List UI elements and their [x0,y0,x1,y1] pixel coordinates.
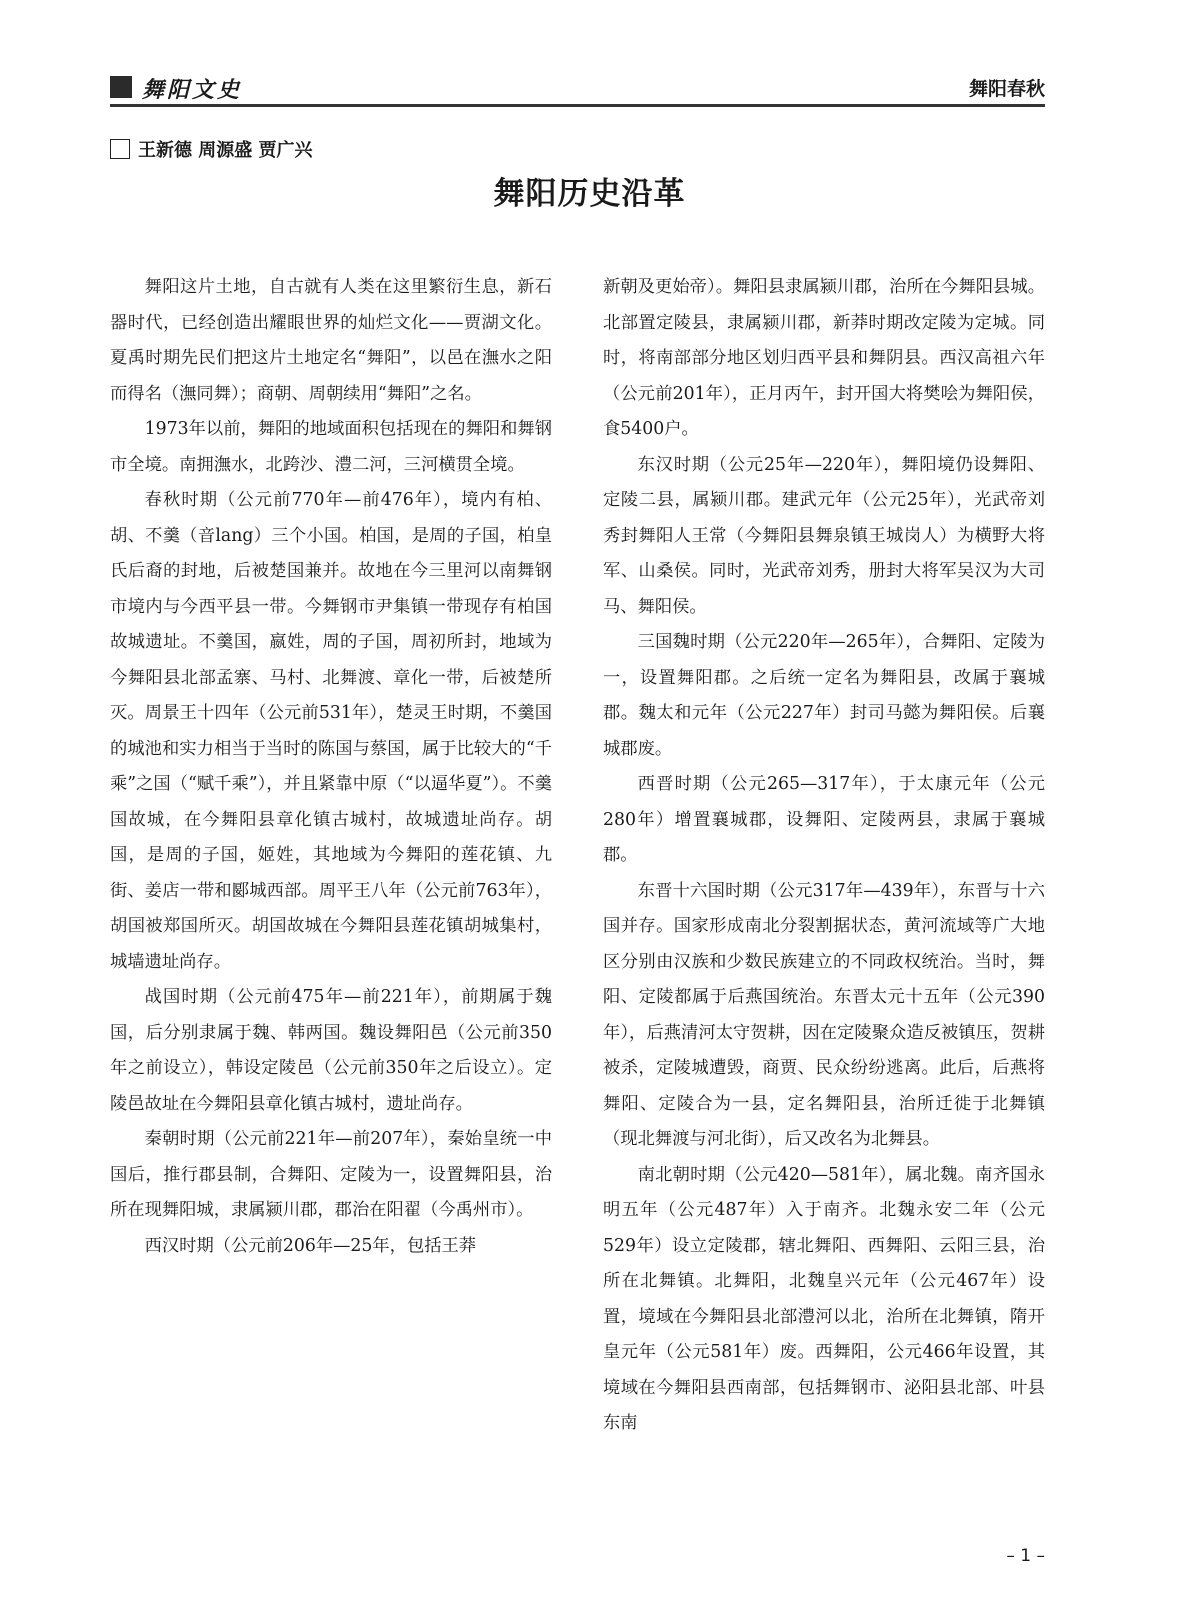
paragraph: 舞阳这片土地，自古就有人类在这里繁衍生息，新石器时代，已经创造出耀眼世界的灿烂文化——贾湖文化。夏禹时期先民们把这片土地定名“舞阳”，以邑在潕水之阳而得名（潕同舞）；商朝、周朝续用“舞阳”之名。 [110,277,552,404]
paragraph: 秦朝时期（公元前221年—前207年），秦始皇统一中国后，推行郡县制，合舞阳、定陵为一，设置舞阳县，治所在现舞阳城，隶属颍川郡，郡治在阳翟（今禹州市）。 [110,1129,552,1220]
authors: 王新德 周源盛 贾广兴 [138,140,313,161]
paragraph: 西汉时期（公元前206年—25年，包括王莽 [144,1235,477,1256]
paragraph: 东晋十六国时期（公元317年—439年），东晋与十六国并存。国家形成南北分裂割据状态，黄河流域等广大地区分别由汉族和少数民族建立的不同政权统治。当时，舞阳、定陵都属于后燕国统治。东晋太元十五年（公元390年），后燕清河太守贺耕，因在定陵聚众造反被镇压，贺耕被杀，定陵城遭毁，商贾、民众纷纷逃离。此后，后燕将舞阳、定陵合为一县，定名舞阳县，治所迁徙于北舞镇（现北舞渡与河北街），后又改名为北舞县。 [603,880,1045,1149]
paragraph: 南北朝时期（公元420—581年），属北魏。南齐国永明五年（公元487年）入于南齐。北魏永安二年（公元529年）设立定陵郡，辖北舞阳、西舞阳、云阳三县，治所在北舞镇。北舞阳，北魏皇兴元年（公元467年）设置，境域在今舞阳县北部澧河以北，治所在北舞镇，隋开皇元年（公元581年）废。西舞阳，公元466年设置，其境域在今舞阳县西南部，包括舞钢市、泌阳县北部、叶县东南 [603,1164,1045,1433]
header-rule [110,104,1045,107]
journal-title: 舞阳文史 [142,77,243,103]
header-square-mark [110,76,132,98]
paragraph: 春秋时期（公元前770年—前476年），境内有柏、胡、不羹（音lang）三个小国。柏国，是周的子国，柏皇氏后裔的封地，后被楚国兼并。故地在今三里河以南舞钢市境内与今西平县一带。今舞钢市尹集镇一带现存有柏国故城遗址。不羹国，嬴姓，周的子国，周初所封，地域为今舞阳县北部孟寨、马村、北舞渡、章化一带，后被楚所灭。周景王十四年（公元前531年），楚灵王时期，不羹国的城池和实力相当于当时的陈国与蔡国，属于比较大的“千乘”之国（“赋千乘”），并且紧靠中原（“以逼华夏”）。不羹国故城，在今舞阳县章化镇古城村，故城遗址尚存。胡国，是周的子国，姬姓，其地域为今舞阳的莲花镇、九街、姜店一带和郾城西部。周平王八年（公元前763年），胡国被郑国所灭。胡国故城在今舞阳县莲花镇胡城集村，城墙遗址尚存。 [110,490,552,972]
paragraph: 东汉时期（公元25年—220年），舞阳境仍设舞阳、定陵二县，属颍川郡。建武元年（公元25年），光武帝刘秀封舞阳人王常（今舞阳县舞泉镇王城岗人）为横野大将军、山桑侯。同时，光武帝刘秀，册封大将军吴汉为大司马、舞阳侯。 [603,454,1045,617]
paragraph-continued: 新朝及更始帝）。舞阳县隶属颍川郡，治所在今舞阳县城。北部置定陵县，隶属颍川郡，新莽时期改定陵为定城。同时，将南部部分地区划归西平县和舞阴县。西汉高祖六年（公元前201年），正月丙午，封开国大将樊哙为舞阳侯，食5400户。 [603,277,1045,439]
paragraph: 1973年以前，舞阳的地域面积包括现在的舞阳和舞钢市全境。南拥潕水，北跨沙、澧二河，三河横贯全境。 [110,419,552,475]
left-column [110,270,552,1264]
author-line [110,136,313,162]
paragraph: 战国时期（公元前475年—前221年），前期属于魏国，后分别隶属于魏、韩两国。魏设舞阳邑（公元前350年之前设立），韩设定陵邑（公元前350年之后设立）。定陵邑故址在今舞阳县章化镇古城村，遗址尚存。 [110,987,552,1114]
running-header [110,70,1045,106]
section-title: 舞阳春秋 [968,78,1045,100]
article-title: 舞阳历史沿革 [493,176,686,212]
checkbox-square-icon [110,139,130,159]
page-number: – 1 – [1006,1546,1045,1566]
right-column [603,270,1045,1442]
paragraph: 西晋时期（公元265—317年），于太康元年（公元280年）增置襄城郡，设舞阳、定陵两县，隶属于襄城郡。 [603,774,1045,865]
paragraph: 三国魏时期（公元220年—265年），合舞阳、定陵为一，设置舞阳郡。之后统一定名为舞阳县，改属于襄城郡。魏太和元年（公元227年）封司马懿为舞阳侯。后襄城郡废。 [603,632,1045,759]
